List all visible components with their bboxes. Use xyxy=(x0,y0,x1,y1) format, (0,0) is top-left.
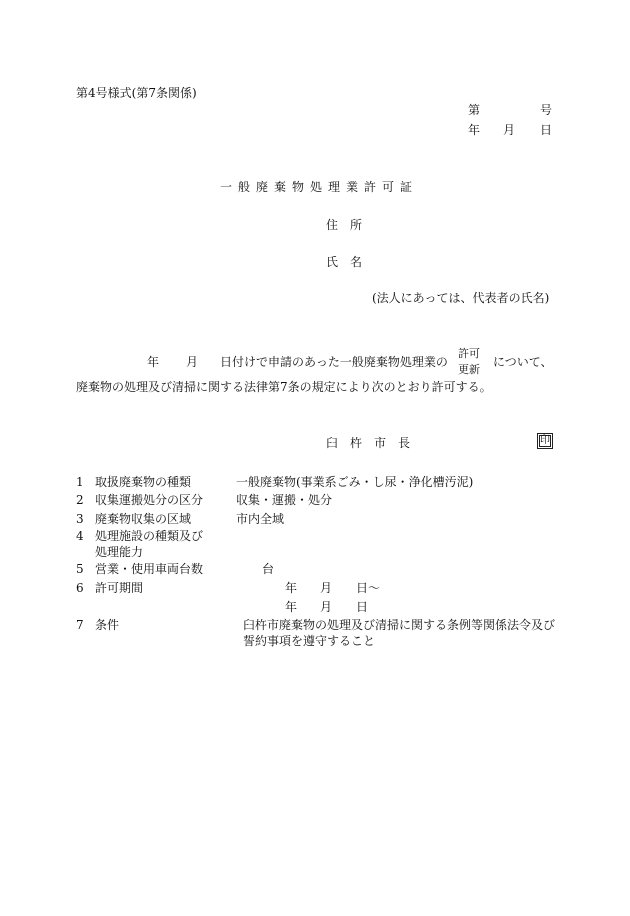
item-value: 臼杵市廃棄物の処理及び清掃に関する条例等関係法令及び xyxy=(243,618,556,632)
from-month: 月 xyxy=(320,581,333,595)
item-label: 許可期間 xyxy=(95,581,144,595)
item-value: 市内全域 xyxy=(236,512,285,526)
to-year: 年 xyxy=(285,600,298,614)
seal-mark xyxy=(537,433,553,449)
name-label: 氏 名 xyxy=(326,255,363,269)
body-text-a: 日付けで申請のあった一般廃棄物処理業の xyxy=(220,355,448,369)
body-month: 月 xyxy=(186,355,199,369)
item-num: 1 xyxy=(76,475,84,489)
date-day: 日 xyxy=(540,123,553,137)
seal-char: 印 xyxy=(540,435,550,446)
body-line-2: 廃棄物の処理及び清掃に関する法律第7条の規定により次のとおり許可する。 xyxy=(76,380,492,394)
address-label: 住 所 xyxy=(326,218,363,232)
to-day: 日 xyxy=(356,600,369,614)
document-title: 一般廃棄物処理業許可証 xyxy=(220,180,419,194)
item-label: 営業・使用車両台数 xyxy=(95,562,204,576)
item-num: 2 xyxy=(76,493,84,507)
item-label-2: 処理能力 xyxy=(95,545,144,559)
item-num: 3 xyxy=(76,512,84,526)
item-num: 7 xyxy=(76,618,84,632)
item-num: 6 xyxy=(76,581,84,595)
choice-renewal: 更新 xyxy=(458,363,480,376)
to-month: 月 xyxy=(320,600,333,614)
date-year: 年 xyxy=(468,123,481,137)
item-label: 処理施設の種類及び xyxy=(95,529,204,543)
item-value: 収集・運搬・処分 xyxy=(236,493,333,507)
item-value: 一般廃棄物(事業系ごみ・し尿・浄化槽汚泥) xyxy=(236,475,474,489)
form-label: 第4号様式(第7条関係) xyxy=(76,86,197,100)
from-year: 年 xyxy=(285,581,298,595)
item-label: 取扱廃棄物の種類 xyxy=(95,475,192,489)
item-value: 台 xyxy=(262,562,275,576)
number-prefix: 第 xyxy=(468,103,481,117)
item-num: 4 xyxy=(76,529,84,543)
body-text-b: について、 xyxy=(493,355,553,369)
corporate-note: (法人にあっては、代表者の氏名) xyxy=(372,291,550,305)
item-label: 条件 xyxy=(95,618,120,632)
item-value-2: 誓約事項を遵守すること xyxy=(243,634,376,648)
issuer-title: 臼杵市長 xyxy=(326,436,423,450)
item-label: 収集運搬処分の区分 xyxy=(95,493,204,507)
from-day: 日～ xyxy=(356,581,381,595)
body-year: 年 xyxy=(147,355,160,369)
date-month: 月 xyxy=(503,123,516,137)
choice-permit: 許可 xyxy=(458,347,480,360)
item-label: 廃棄物収集の区域 xyxy=(95,512,192,526)
item-num: 5 xyxy=(76,562,84,576)
number-suffix: 号 xyxy=(540,103,553,117)
